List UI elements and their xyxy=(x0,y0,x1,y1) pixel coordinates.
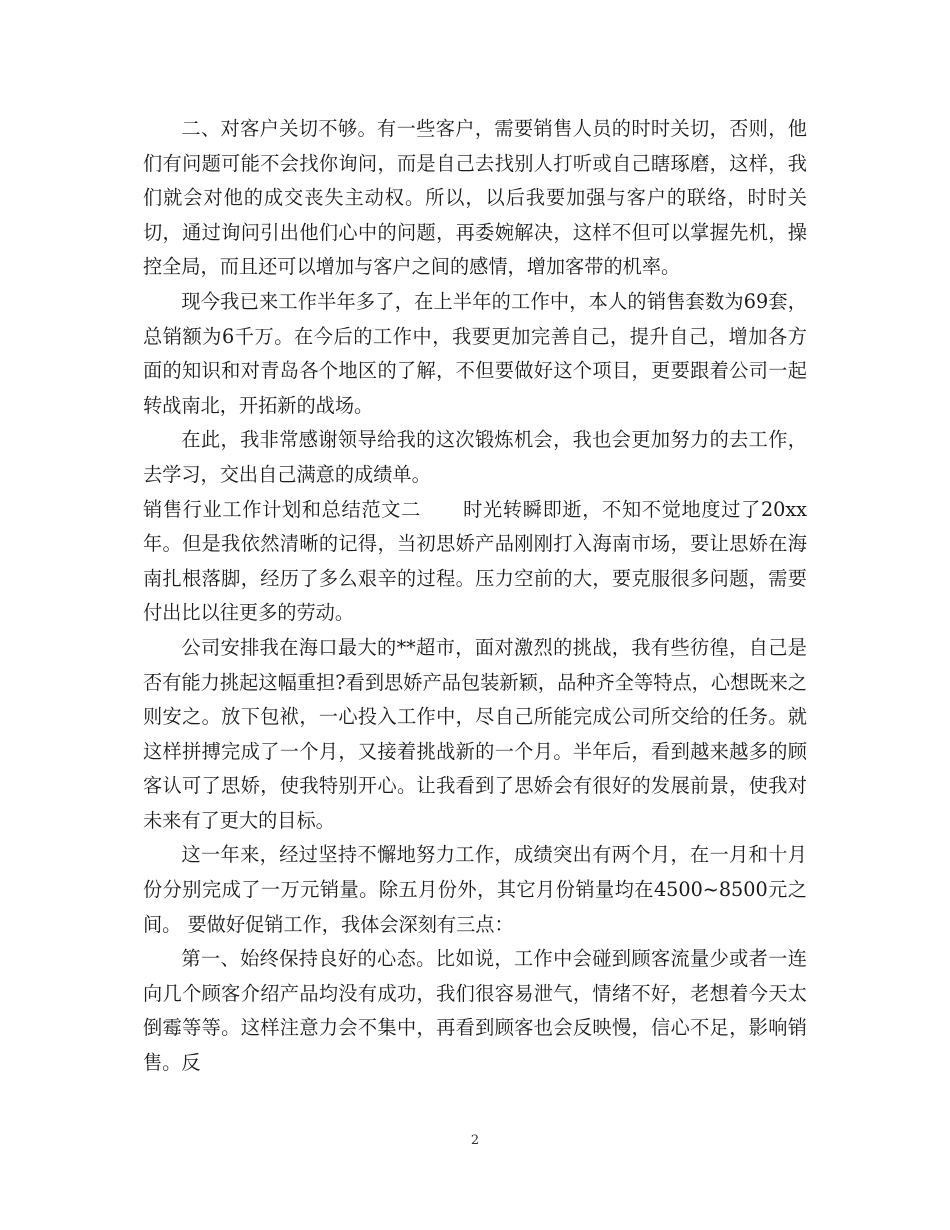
paragraph-supermarket: 公司安排我在海口最大的**超市，面对激烈的挑战，我有些彷徨，自己是否有能力挑起这幅重担?看到思娇产品包装新颖，品种齐全等特点，心想既来之则安之。放下包袱，一心投入工作中，尽自己所能完成公司所交给的任务。就这样拼搏完成了一个月，又接着挑战新的一个月。半年后，看到越来越多的顾客认可了思娇，使我特别开心。让我看到了思娇会有很好的发展前景，使我对未来有了更大的目标。 xyxy=(143,635,807,832)
section-title: 销售行业工作计划和总结范文二 xyxy=(143,497,421,521)
paragraph-half-year-summary: 现今我已来工作半年多了，在上半年的工作中，本人的销售套数为69套，总销额为6千万。在今后的工作中，我要更加完善自己，提升自己，增加各方面的知识和对青岛各个地区的了解，不但要做好这个项目，更要跟着公司一起转战南北，开拓新的战场。 xyxy=(143,289,807,417)
paragraph-thanks: 在此，我非常感谢领导给我的这次锻炼机会，我也会更加努力的去工作，去学习，交出自己满意的成绩单。 xyxy=(143,428,807,486)
paragraph-sales-results: 这一年来，经过坚持不懈地努力工作，成绩突出有两个月，在一月和十月份分别完成了一万元销量。除五月份外，其它月份销量均在4500~8500元之间。 要做好促销工作，我体会深刻有三点： xyxy=(143,843,807,936)
document-body xyxy=(143,112,807,1081)
paragraph-customer-care: 二、对客户关切不够。有一些客户，需要销售人员的时时关切，否则，他们有问题可能不会找你询问，而是自己去找别人打听或自己瞎琢磨，这样，我们就会对他的成交丧失主动权。所以，以后我要加强与客户的联络，时时关切，通过询问引出他们心中的问题，再委婉解决，这样不但可以掌握先机，操控全局，而且还可以增加与客户之间的感情，增加客带的机率。 xyxy=(143,117,807,279)
section-intro: 时光转瞬即逝，不知不觉地度过了20xx年。但是我依然清晰的记得，当初思娇产品刚刚打入海南市场，要让思娇在海南扎根落脚，经历了多么艰辛的过程。压力空前的大，要克服很多问题，需要付出比以往更多的劳动。 xyxy=(143,497,808,625)
paragraph-good-attitude: 第一、始终保持良好的心态。比如说，工作中会碰到顾客流量少或者一连向几个顾客介绍产品均没有成功，我们很容易泄气，情绪不好，老想着今天太倒霉等等。这样注意力会不集中，再看到顾客也会反映慢，信心不足，影响销售。反 xyxy=(143,947,807,1075)
page-number: 2 xyxy=(470,1133,480,1148)
section-heading-line xyxy=(143,493,807,631)
